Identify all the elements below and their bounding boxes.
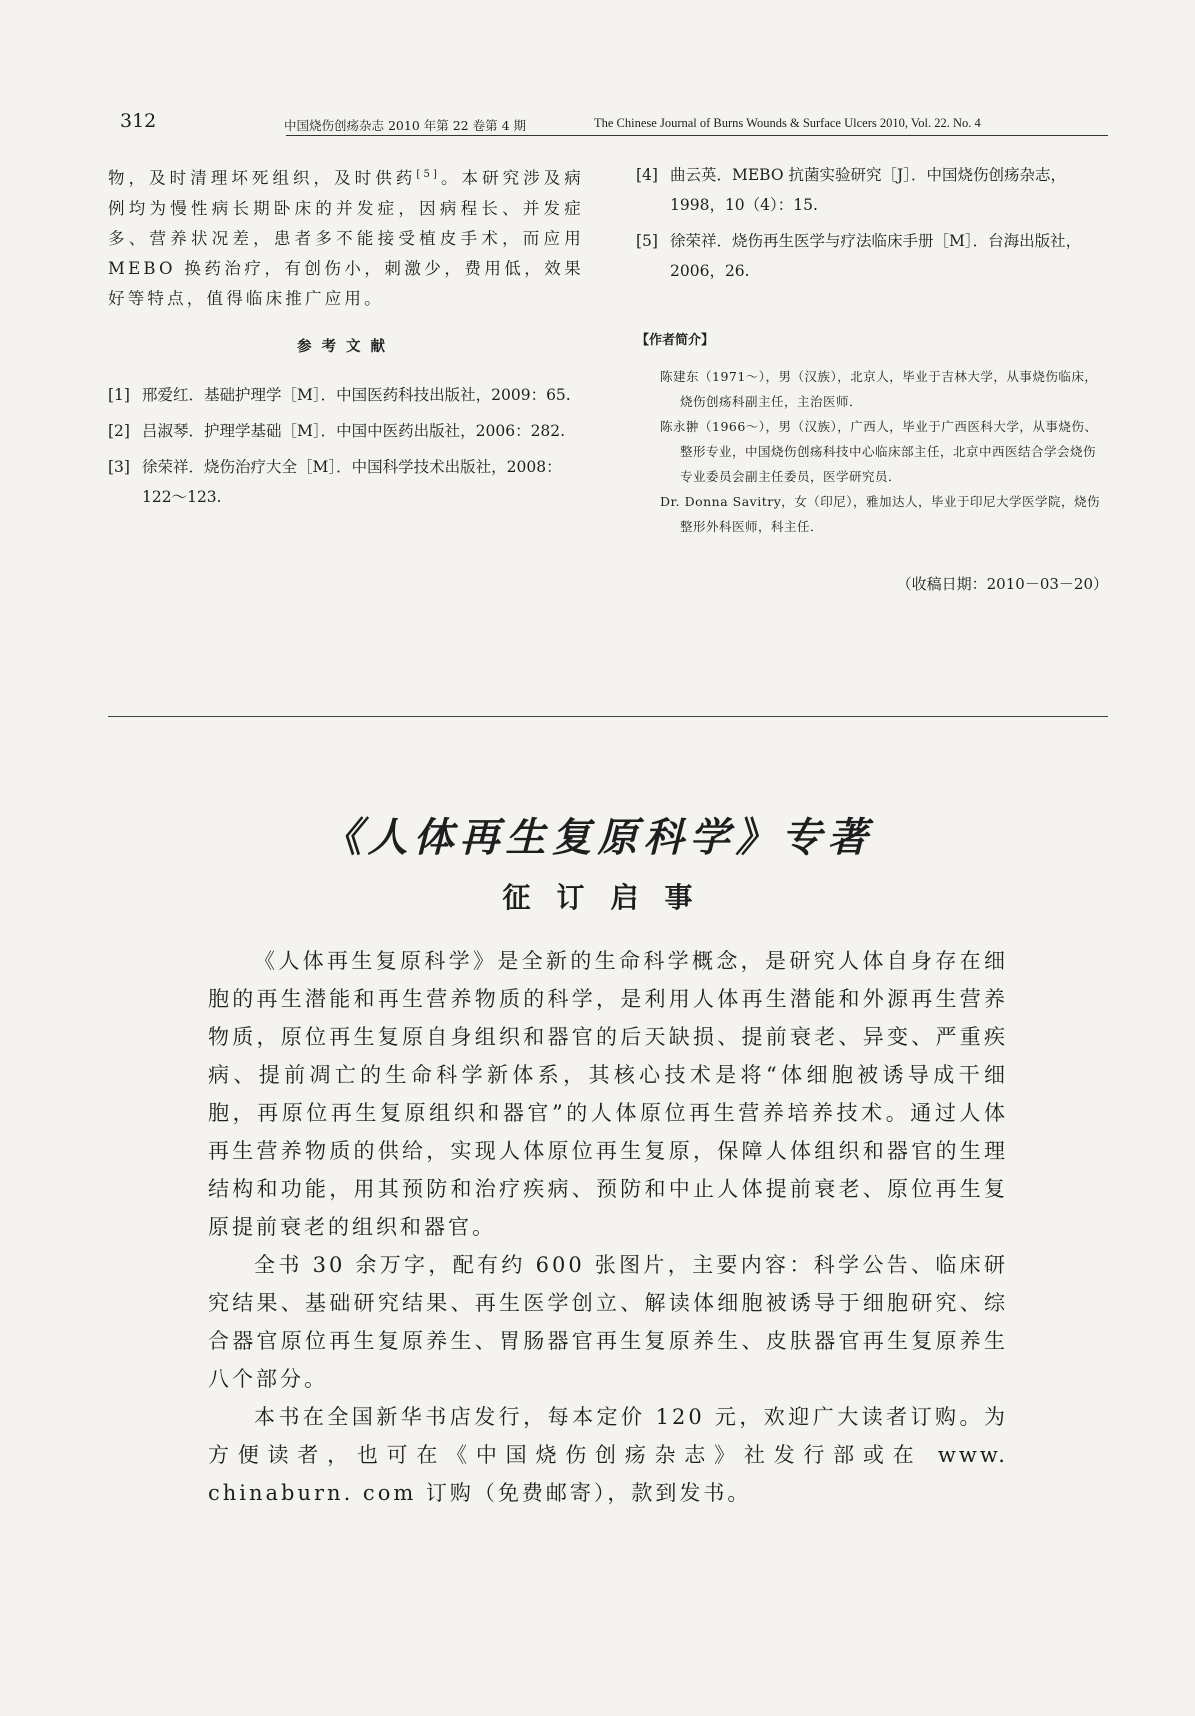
reference-text: 徐荣祥．烧伤再生医学与疗法临床手册［M］．台海出版社，2006，26.	[670, 232, 1082, 280]
notice-paragraph: 全书 30 余万字，配有约 600 张图片，主要内容：科学公告、临床研究结果、基础研究结果、再生医学创立、解读体细胞被诱导于细胞研究、综合器官原位再生复原养生、胃肠器官再生复原养生、皮肤器官再生复原养生八个部分。	[208, 1253, 1008, 1391]
reference-index: [5]	[636, 232, 658, 250]
reference-item	[108, 380, 584, 410]
author-heading: 【作者简介】	[636, 333, 715, 348]
left-column	[108, 160, 584, 518]
reference-item	[636, 226, 1108, 286]
notice-title: 《人体再生复原科学》专著	[321, 814, 874, 861]
reference-index: [1]	[108, 385, 130, 404]
journal-title-en: The Chinese Journal of Burns Wounds & Surface Ulcers 2010, Vol. 22. No. 4	[594, 116, 981, 130]
notice-body	[208, 942, 1008, 1512]
body-text-rest: 。本研究涉及病例均为慢性病长期卧床的并发症，因病程长、并发症多、营养状况差，患者多不能接受植皮手术，而应用 MEBO 换药治疗，有创伤小，刺激少，费用低，效果好等特点，值得临床推广应用。	[108, 168, 585, 308]
body-text: 物，及时清理坏死组织，及时供药	[108, 168, 417, 188]
reference-index: [4]	[636, 166, 658, 184]
reference-text: 徐荣祥．烧伤治疗大全［M］．中国科学技术出版社，2008：122～123.	[142, 457, 562, 506]
header-rule	[286, 135, 1108, 136]
author-bio: Dr. Donna Savitry，女（印尼），雅加达人，毕业于印尼大学医学院，烧伤整形外科医师，科主任．	[660, 494, 1101, 534]
reference-index: [3]	[108, 457, 130, 476]
reference-item	[636, 160, 1108, 220]
journal-title-cn: 中国烧伤创疡杂志 2010 年第 22 卷第 4 期	[284, 118, 527, 133]
notice-paragraph: 《人体再生复原科学》是全新的生命科学概念，是研究人体自身存在细胞的再生潜能和再生营养物质的科学，是利用人体再生潜能和外源再生营养物质，原位再生复原自身组织和器官的后天缺损、提前衰老、异变、严重疾病、提前凋亡的生命科学新体系，其核心技术是将“体细胞被诱导成干细胞，再原位再生复原组织和器官”的人体原位再生营养培养技术。通过人体再生营养物质的供给，实现人体原位再生复原，保障人体组织和器官的生理结构和功能，用其预防和治疗疾病、预防和中止人体提前衰老、原位再生复原提前衰老的组织和器官。	[208, 949, 1008, 1239]
reference-item	[108, 452, 584, 512]
reference-text: 邢爱红．基础护理学［M］．中国医药科技出版社，2009：65.	[142, 385, 571, 404]
reference-item	[108, 416, 584, 446]
reference-text: 吕淑琴．护理学基础［M］．中国中医药出版社，2006：282.	[142, 421, 566, 440]
reference-index: [2]	[108, 421, 130, 440]
author-bio: 陈建东（1971～），男（汉族），北京人，毕业于吉林大学，从事烧伤临床，烧伤创疡科副主任，主治医师．	[660, 369, 1098, 409]
page-number: 312	[120, 110, 157, 132]
notice-subtitle: 征订启事	[502, 881, 719, 914]
references-heading: 参考文献	[297, 338, 395, 355]
body-paragraph	[108, 160, 584, 314]
right-column	[636, 160, 1108, 599]
author-bio: 陈永翀（1966～），男（汉族），广西人，毕业于广西医科大学，从事烧伤、整形专业，中国烧伤创疡科技中心临床部主任，北京中西医结合学会烧伤专业委员会副主任委员，医学研究员．	[660, 419, 1098, 484]
section-divider	[108, 716, 1108, 717]
reference-text: 曲云英．MEBO 抗菌实验研究［J］．中国烧伤创疡杂志，1998，10（4）：15.	[670, 166, 1066, 214]
citation-mark: [5]	[416, 169, 441, 180]
received-date: （收稿日期：2010－03－20）	[896, 575, 1108, 593]
notice-paragraph: 本书在全国新华书店发行，每本定价 120 元，欢迎广大读者订购。为方便读者，也可在《中国烧伤创疡杂志》社发行部或在 www. chinaburn. com 订购（免费邮寄），款到发书。	[208, 1405, 1008, 1505]
